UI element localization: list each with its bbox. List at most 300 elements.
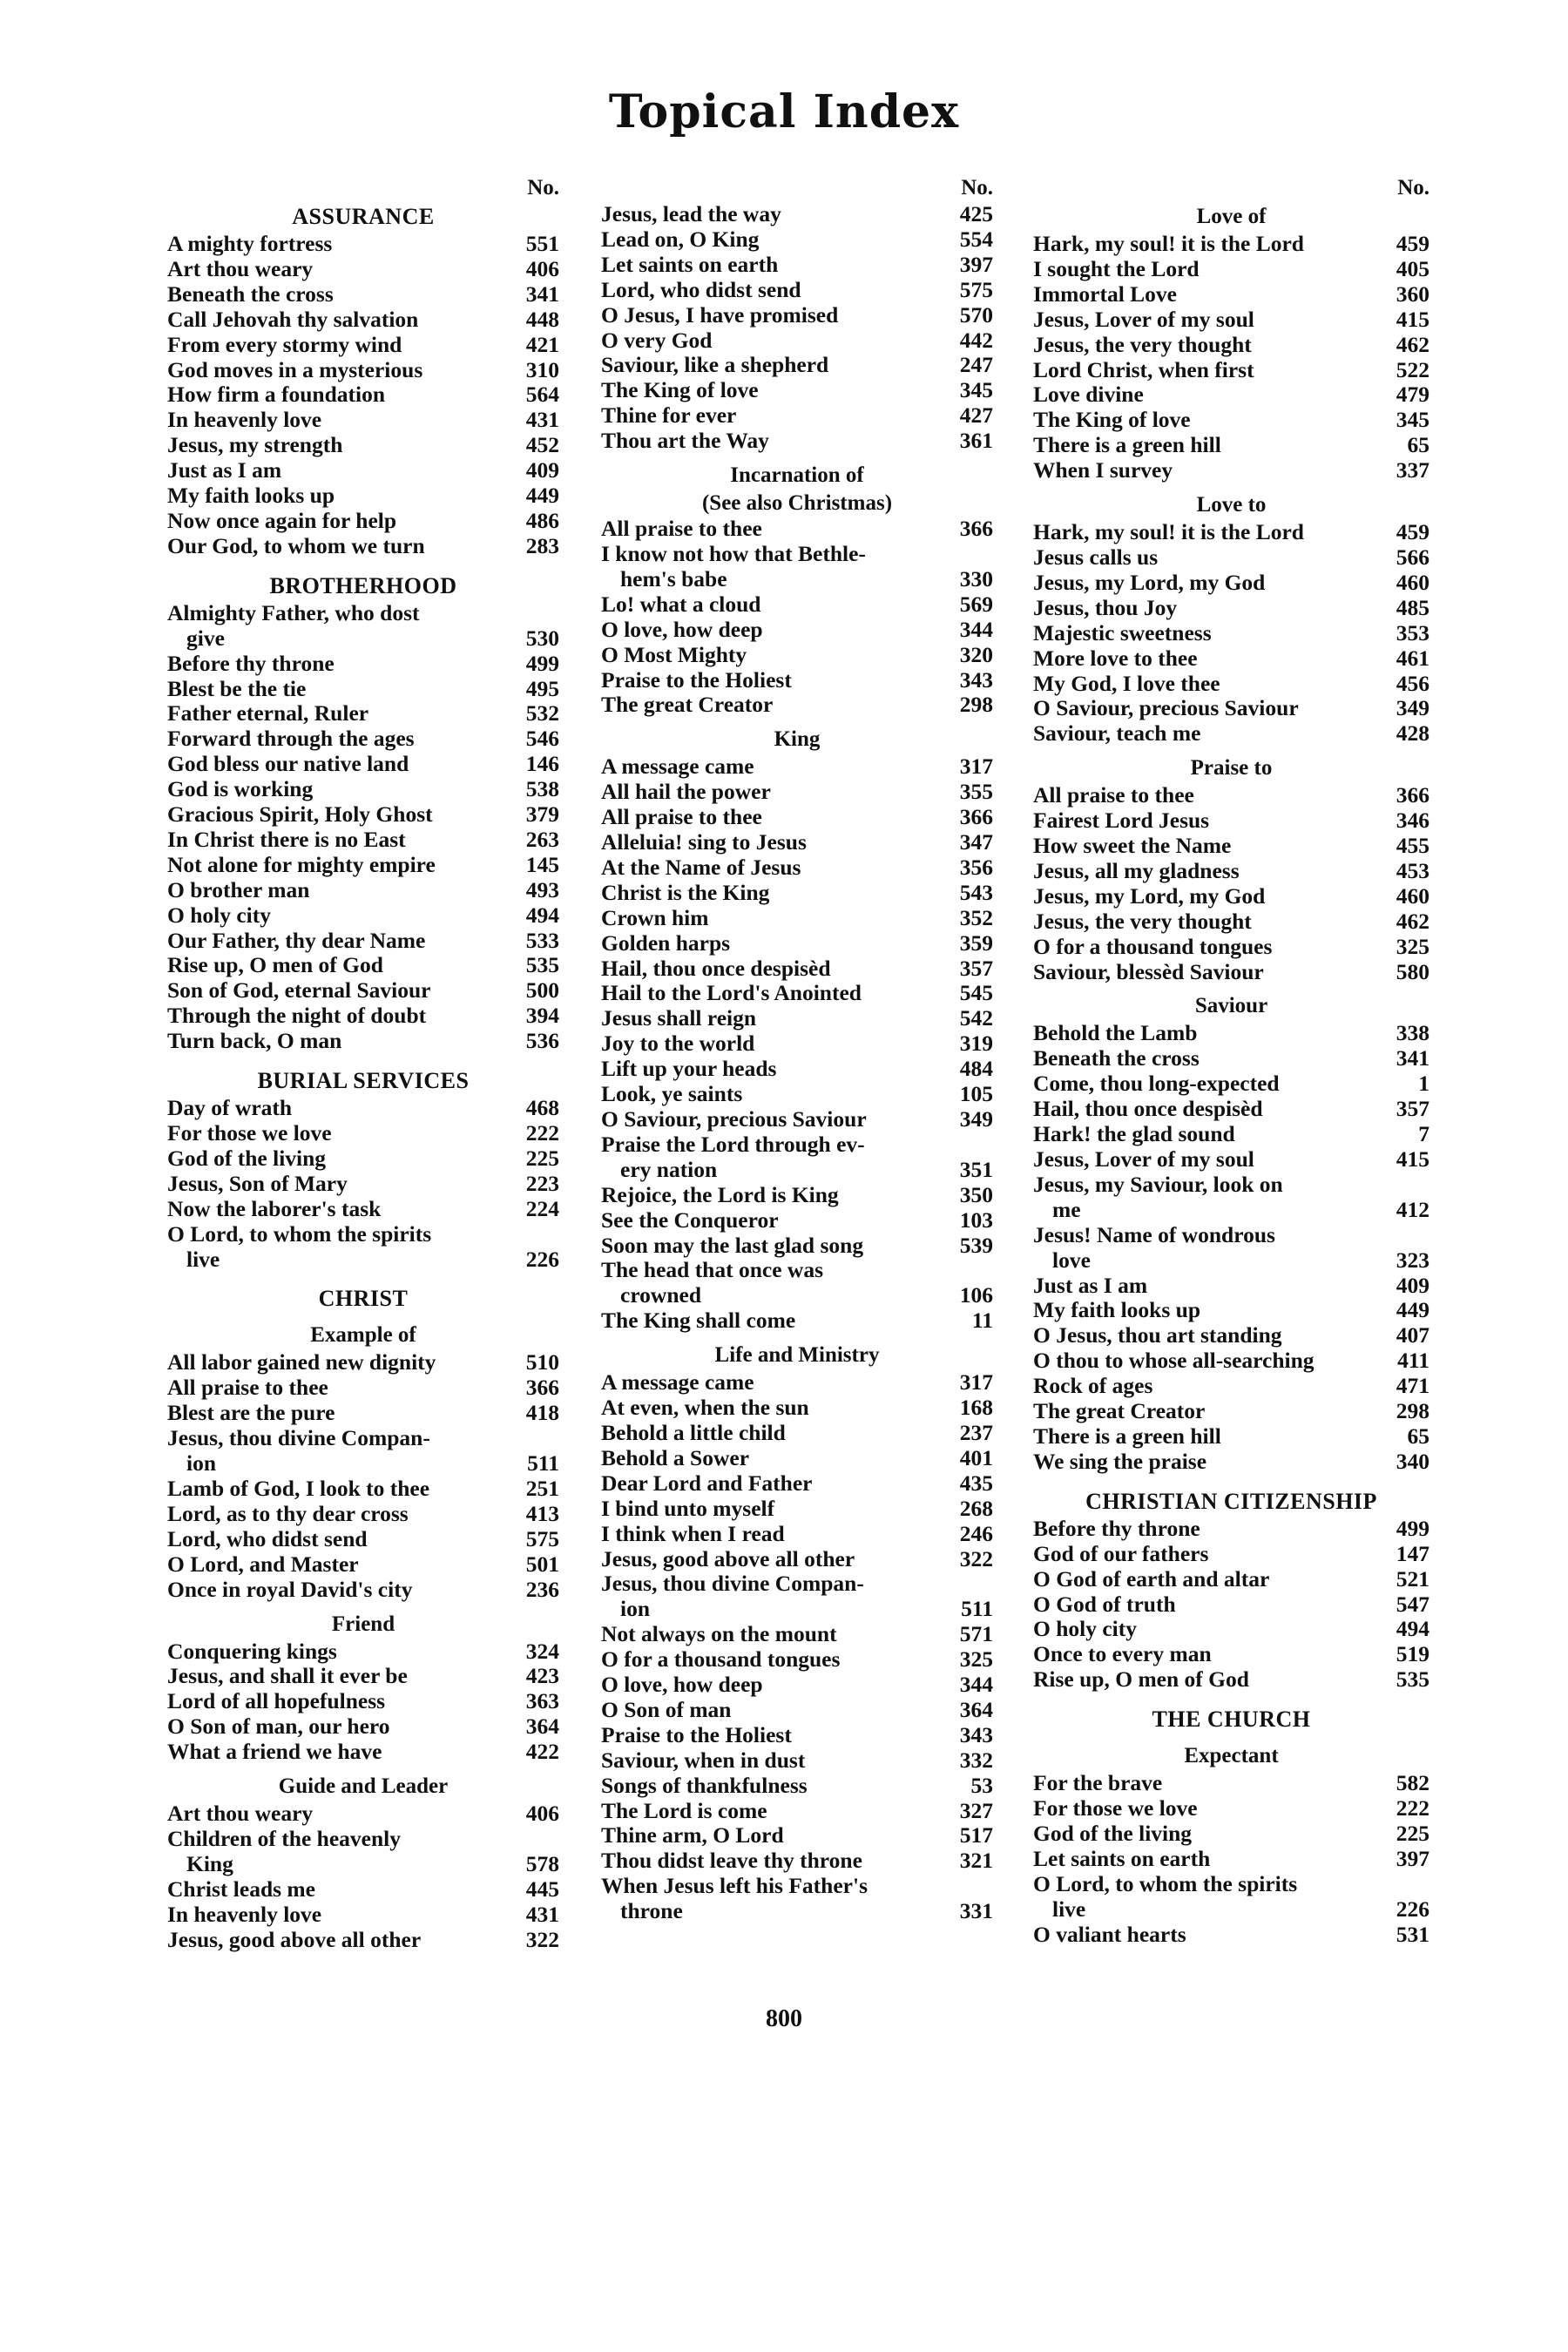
subsection-heading: Incarnation of: [730, 463, 864, 488]
hymn-title-text: Son of God, eternal Saviour: [167, 977, 431, 1004]
hymn-title-text: More love to thee: [1033, 645, 1198, 671]
index-entry: [167, 953, 559, 978]
hymn-title: [1033, 1517, 1374, 1542]
hymn-number: 415: [1396, 1146, 1429, 1172]
hymn-title: [601, 227, 937, 253]
hymn-number: 236: [525, 1576, 559, 1602]
hymn-number: 65: [1407, 432, 1429, 458]
index-entry: [601, 403, 993, 429]
hymn-number: 495: [525, 675, 559, 701]
hymn-title: [167, 777, 504, 802]
hymn-title: [1033, 1667, 1374, 1693]
hymn-title-text: Through the night of doubt: [167, 1003, 427, 1029]
hymn-title-text: There is a green hill: [1033, 1423, 1221, 1449]
index-entry: [601, 1107, 993, 1132]
hymn-number: 425: [959, 201, 993, 226]
hymn-title: [1033, 1923, 1374, 1948]
hymn-number: 499: [525, 650, 559, 676]
hymn-title: [167, 878, 504, 903]
index-entry: [1033, 1796, 1429, 1821]
hymn-number: 543: [959, 879, 993, 905]
hymn-title-text: Art thou weary: [167, 1801, 314, 1827]
hymn-title-text: When Jesus left his Father's: [601, 1873, 868, 1899]
hymn-title: [1033, 1021, 1374, 1046]
hymn-number: 564: [525, 382, 559, 408]
index-entry: [167, 534, 559, 559]
hymn-number: 486: [525, 507, 559, 533]
index-entry: [1033, 859, 1429, 884]
hymn-title-text: The King of love: [1033, 407, 1191, 433]
hymn-title-text: O for a thousand tongues: [1033, 933, 1273, 959]
hymn-title: [1033, 1847, 1374, 1872]
hymn-title: [601, 592, 937, 618]
index-entry: [167, 601, 559, 652]
index-entry: [1033, 571, 1429, 596]
hymn-title: [167, 458, 504, 483]
hymn-title-text: Gracious Spirit, Holy Ghost: [167, 801, 433, 828]
hymn-number: 355: [959, 779, 993, 805]
hymn-title: [601, 618, 937, 643]
hymn-title-text: Behold a little child: [601, 1419, 786, 1445]
hymn-title: [167, 1172, 504, 1197]
subsection-heading: Example of: [310, 1323, 416, 1348]
hymn-number: 449: [1396, 1297, 1429, 1323]
hymn-title-continuation: live: [186, 1246, 220, 1272]
hymn-title: [167, 1578, 504, 1603]
index-entry: [601, 1723, 993, 1748]
index-entry: [167, 257, 559, 282]
hymn-number: 310: [525, 356, 559, 382]
section-heading: THE CHURCH: [1152, 1707, 1311, 1733]
hymn-title: [1033, 884, 1374, 909]
hymn-number: 340: [1396, 1448, 1429, 1474]
hymn-title-text: All labor gained new dignity: [167, 1349, 436, 1375]
index-entry: [1033, 1046, 1429, 1071]
index-entry: [1033, 433, 1429, 458]
index-entry: [167, 1801, 559, 1827]
hymn-title-text: Immortal Love: [1033, 280, 1178, 307]
index-entry: [1033, 1424, 1429, 1450]
hymn-title: [167, 1664, 504, 1689]
index-entry: [167, 433, 559, 458]
hymn-title-text: Lamb of God, I look to thee: [167, 1475, 430, 1501]
hymn-number: 405: [1396, 255, 1429, 281]
hymn-title-text: Rise up, O men of God: [167, 952, 383, 978]
index-entry: [601, 1370, 993, 1396]
hymn-title-text: Lord, as to thy dear cross: [167, 1500, 409, 1526]
hymn-number: 338: [1396, 1020, 1429, 1046]
hymn-title: [167, 1426, 504, 1477]
hymn-title: [167, 1928, 504, 1953]
hymn-title: [167, 1740, 504, 1765]
index-entry: [167, 1552, 559, 1578]
hymn-title-text: There is a green hill: [1033, 432, 1221, 458]
hymn-title: [601, 780, 937, 805]
hymn-title: [1033, 1122, 1374, 1147]
hymn-title: [1033, 333, 1374, 358]
hymn-number: 406: [525, 255, 559, 281]
index-entry: [601, 1874, 993, 1924]
index-entry: [167, 1714, 559, 1740]
hymn-title: [167, 1877, 504, 1903]
index-entry: [1033, 1542, 1429, 1567]
hymn-title-text: O Jesus, I have promised: [601, 301, 839, 328]
number-column-header: No.: [1397, 176, 1429, 199]
hymn-title: [601, 542, 937, 592]
hymn-title: [167, 1552, 504, 1578]
hymn-title-text: My faith looks up: [1033, 1297, 1200, 1323]
hymn-title: [167, 358, 504, 383]
hymn-title: [601, 1823, 937, 1848]
hymn-title-text: Songs of thankfulness: [601, 1772, 808, 1798]
index-entry: [1033, 935, 1429, 960]
index-entry: [601, 956, 993, 982]
hymn-number: 352: [959, 904, 993, 930]
hymn-number: 349: [1396, 695, 1429, 721]
index-entry: [601, 1622, 993, 1647]
hymn-title-text: O Lord, and Master: [167, 1551, 359, 1577]
hymn-title-text: At even, when the sun: [601, 1395, 809, 1421]
hymn-title: [167, 677, 504, 702]
hymn-title: [601, 1132, 937, 1183]
hymn-number: 331: [959, 1898, 993, 1924]
index-entry: [1033, 1348, 1429, 1374]
hymn-title: [1033, 408, 1374, 433]
hymn-number: 570: [959, 301, 993, 328]
hymn-title: [601, 1571, 937, 1622]
index-entry: [1033, 1097, 1429, 1122]
index-entry: [1033, 408, 1429, 433]
index-entry: [167, 1527, 559, 1552]
hymn-title-text: Forward through the ages: [167, 726, 415, 752]
index-entry: [601, 202, 993, 227]
hymn-title-text: Jesus, lead the way: [601, 201, 781, 226]
hymn-title-text: Christ is the King: [601, 879, 770, 905]
hymn-title: [167, 1502, 504, 1527]
hymn-number: 462: [1396, 331, 1429, 357]
hymn-number: 538: [525, 776, 559, 802]
hymn-title-text: Let saints on earth: [1033, 1845, 1211, 1871]
index-entry: [1033, 646, 1429, 672]
hymn-title-text: Saviour, teach me: [1033, 720, 1201, 747]
hymn-title: [601, 1208, 937, 1233]
hymn-title-text: Jesus, good above all other: [167, 1926, 422, 1952]
hymn-title-text: Golden harps: [601, 929, 731, 956]
hymn-title: [601, 1748, 937, 1774]
hymn-number: 222: [1396, 1795, 1429, 1821]
index-entry: [167, 1004, 559, 1029]
index-entry: [1033, 1667, 1429, 1693]
hymn-title-text: Majestic sweetness: [1033, 619, 1212, 645]
hymn-number: 364: [959, 1696, 993, 1722]
hymn-title-text: Jesus, and shall it ever be: [167, 1663, 408, 1689]
hymn-title: [167, 978, 504, 1004]
hymn-title: [601, 981, 937, 1006]
hymn-title: [601, 1107, 937, 1132]
hymn-title: [167, 853, 504, 878]
hymn-number: 361: [959, 428, 993, 454]
hymn-title-text: In heavenly love: [167, 1901, 322, 1927]
index-entry: [1033, 458, 1429, 483]
hymn-number: 298: [959, 692, 993, 718]
subsection-heading: Life and Ministry: [714, 1343, 880, 1368]
hymn-title: [601, 1799, 937, 1824]
hymn-number: 103: [959, 1206, 993, 1233]
hymn-title-text: Saviour, when in dust: [601, 1747, 806, 1773]
hymn-title-text: A message came: [601, 1369, 754, 1396]
hymn-title: [167, 601, 504, 652]
index-entry: [601, 1233, 993, 1259]
hymn-title: [601, 1031, 937, 1057]
hymn-number: 471: [1396, 1373, 1429, 1399]
index-entry: [1033, 1071, 1429, 1097]
hymn-title-text: The King of love: [601, 377, 759, 403]
hymn-number: 442: [959, 327, 993, 353]
index-entry: [167, 1827, 559, 1877]
hymn-title: [1033, 1872, 1374, 1923]
hymn-number: 344: [959, 1672, 993, 1698]
hymn-number: 511: [961, 1596, 993, 1622]
index-entry: [601, 1006, 993, 1031]
hymn-number: 494: [1396, 1616, 1429, 1642]
page-number: 800: [766, 2005, 802, 2032]
index-entry: [601, 1848, 993, 1874]
hymn-title-text: I bind unto myself: [601, 1495, 775, 1521]
hymn-number: 459: [1396, 231, 1429, 256]
hymn-title-text: Praise to the Holiest: [601, 1721, 792, 1747]
index-entry: [167, 1740, 559, 1765]
index-entry: [167, 282, 559, 308]
hymn-number: 421: [525, 331, 559, 357]
hymn-title-text: Our Father, thy dear Name: [167, 927, 426, 953]
index-entry: [1033, 1450, 1429, 1475]
hymn-title-continuation: King: [186, 1850, 233, 1876]
index-entry: [167, 358, 559, 383]
hymn-title-text: The great Creator: [601, 692, 774, 718]
hymn-title: [1033, 545, 1374, 571]
hymn-number: 582: [1396, 1770, 1429, 1796]
hymn-title: [601, 693, 937, 718]
hymn-number: 247: [959, 352, 993, 378]
hymn-title: [1033, 520, 1374, 545]
hymn-number: 237: [959, 1419, 993, 1445]
hymn-title-text: Day of wrath: [167, 1095, 293, 1121]
hymn-number: 65: [1407, 1423, 1429, 1449]
hymn-title: [1033, 571, 1374, 596]
hymn-title: [601, 278, 937, 303]
hymn-number: 251: [525, 1475, 559, 1501]
hymn-number: 468: [525, 1095, 559, 1121]
hymn-title-text: Art thou weary: [167, 255, 314, 281]
hymn-number: 409: [525, 457, 559, 483]
hymn-number: 427: [959, 402, 993, 429]
hymn-number: 225: [1396, 1820, 1429, 1846]
hymn-title-text: Jesus, my strength: [167, 432, 343, 458]
hymn-number: 319: [959, 1031, 993, 1057]
hymn-title-text: Let saints on earth: [601, 251, 779, 277]
index-entry: [167, 1664, 559, 1689]
hymn-number: 485: [1396, 594, 1429, 620]
hymn-title-text: Hark, my soul! it is the Lord: [1033, 231, 1304, 256]
hymn-number: 542: [959, 1005, 993, 1031]
index-entry: [167, 333, 559, 358]
hymn-title: [1033, 1542, 1374, 1567]
hymn-number: 246: [959, 1520, 993, 1546]
hymn-title-continuation: me: [1052, 1196, 1081, 1222]
index-entry: [601, 643, 993, 668]
index-entry: [167, 752, 559, 777]
index-entry: [1033, 808, 1429, 834]
hymn-number: 412: [1396, 1196, 1429, 1222]
hymn-number: 460: [1396, 569, 1429, 595]
hymn-title-text: Jesus, thou divine Compan-: [601, 1571, 864, 1597]
index-entry: [601, 1421, 993, 1446]
hymn-title: [601, 378, 937, 403]
hymn-number: 363: [525, 1688, 559, 1714]
hymn-title-continuation: ion: [186, 1450, 217, 1477]
index-entry: [167, 1639, 559, 1665]
index-entry: [167, 878, 559, 903]
index-entry: [1033, 621, 1429, 646]
hymn-title: [1033, 1173, 1374, 1223]
hymn-title-text: Jesus calls us: [1033, 544, 1159, 570]
hymn-title: [1033, 1424, 1374, 1450]
hymn-title-text: Hail, thou once despisèd: [1033, 1096, 1263, 1122]
hymn-number: 449: [525, 483, 559, 509]
hymn-number: 522: [1396, 356, 1429, 382]
index-entry: [167, 1928, 559, 1953]
hymn-title: [601, 1057, 937, 1082]
hymn-title-text: Jesus, Lover of my soul: [1033, 306, 1254, 332]
hymn-number: 539: [959, 1232, 993, 1258]
hymn-title: [1033, 1348, 1374, 1374]
hymn-title: [167, 1477, 504, 1502]
hymn-title: [167, 1689, 504, 1714]
index-entry: [601, 693, 993, 718]
hymn-number: 330: [959, 565, 993, 591]
page-title: Topical Index: [608, 85, 960, 139]
hymn-title: [167, 1714, 504, 1740]
hymn-title: [167, 1197, 504, 1222]
hymn-number: 406: [525, 1801, 559, 1827]
hymn-number: 500: [525, 977, 559, 1004]
hymn-number: 551: [525, 231, 559, 256]
hymn-title-text: All praise to thee: [601, 516, 762, 542]
index-entry: [601, 303, 993, 328]
hymn-title: [601, 403, 937, 429]
subsection-heading: Saviour: [1194, 994, 1268, 1018]
hymn-title: [167, 333, 504, 358]
index-entry: [1033, 545, 1429, 571]
index-entry: [601, 830, 993, 855]
hymn-number: 456: [1396, 670, 1429, 696]
hymn-number: 322: [525, 1926, 559, 1952]
hymn-title: [1033, 382, 1374, 408]
hymn-number: 409: [1396, 1272, 1429, 1298]
hymn-number: 484: [959, 1056, 993, 1082]
hymn-title-text: Praise the Lord through ev-: [601, 1131, 865, 1157]
hymn-title: [1033, 1223, 1374, 1274]
hymn-number: 7: [1418, 1121, 1429, 1147]
index-entry: [167, 853, 559, 878]
index-entry: [1033, 1323, 1429, 1348]
hymn-title-text: Hark, my soul! it is the Lord: [1033, 519, 1304, 545]
hymn-title: [167, 433, 504, 458]
hymn-title: [1033, 596, 1374, 621]
hymn-number: 532: [525, 700, 559, 727]
hymn-number: 147: [1396, 1540, 1429, 1566]
hymn-title-text: All praise to thee: [601, 804, 762, 830]
hymn-title: [601, 830, 937, 855]
hymn-number: 499: [1396, 1515, 1429, 1541]
hymn-title: [601, 1471, 937, 1497]
subsection-heading: Guide and Leader: [278, 1774, 449, 1799]
hymn-title: [1033, 358, 1374, 383]
index-entry: [167, 802, 559, 828]
hymn-title-text: A mighty fortress: [167, 231, 333, 256]
hymn-title: [167, 903, 504, 929]
hymn-number: 566: [1396, 544, 1429, 570]
hymn-title: [601, 353, 937, 378]
hymn-title-text: Father eternal, Ruler: [167, 700, 369, 727]
hymn-title: [601, 253, 937, 278]
hymn-number: 460: [1396, 882, 1429, 909]
hymn-title-text: God of the living: [1033, 1820, 1193, 1846]
index-entry: [1033, 1592, 1429, 1618]
hymn-number: 105: [959, 1081, 993, 1107]
index-entry: [1033, 1617, 1429, 1642]
subsection-heading: Praise to: [1190, 756, 1273, 781]
hymn-title: [601, 1848, 937, 1874]
hymn-title-text: Beneath the cross: [167, 280, 334, 307]
index-entry: [601, 1522, 993, 1547]
hymn-title: [1033, 808, 1374, 834]
hymn-title-text: All praise to thee: [167, 1375, 328, 1401]
hymn-title: [1033, 1274, 1374, 1299]
hymn-title-text: Thine arm, O Lord: [601, 1822, 784, 1848]
hymn-title-text: Praise to the Holiest: [601, 666, 792, 693]
hymn-number: 337: [1396, 457, 1429, 483]
section-heading: BROTHERHOOD: [269, 572, 457, 598]
index-entry: [601, 1031, 993, 1057]
hymn-title-text: Soon may the last glad song: [601, 1232, 864, 1258]
hymn-number: 324: [525, 1638, 559, 1664]
hymn-title-text: The head that once was: [601, 1257, 824, 1283]
hymn-title-text: I sought the Lord: [1033, 255, 1200, 281]
hymn-title-text: Jesus, Lover of my soul: [1033, 1146, 1254, 1172]
hymn-title-text: O love, how deep: [601, 616, 763, 642]
index-entry: [1033, 1923, 1429, 1948]
hymn-title-text: Love divine: [1033, 382, 1144, 408]
hymn-title: [1033, 1071, 1374, 1097]
hymn-number: 321: [959, 1848, 993, 1874]
index-entry: [1033, 721, 1429, 747]
hymn-title-text: For those we love: [167, 1120, 332, 1146]
hymn-number: 317: [959, 1369, 993, 1396]
hymn-number: 357: [1396, 1096, 1429, 1122]
hymn-number: 535: [525, 952, 559, 978]
index-entry: [167, 677, 559, 702]
section-heading: BURIAL SERVICES: [257, 1068, 470, 1094]
hymn-number: 298: [1396, 1398, 1429, 1424]
hymn-title: [167, 1903, 504, 1928]
hymn-number: 448: [525, 306, 559, 332]
index-entry: [167, 1222, 559, 1273]
subsection-note: (See also Christmas): [701, 491, 893, 516]
index-entry: [167, 828, 559, 853]
hymn-number: 320: [959, 641, 993, 667]
subsection-heading: Love of: [1196, 205, 1267, 228]
